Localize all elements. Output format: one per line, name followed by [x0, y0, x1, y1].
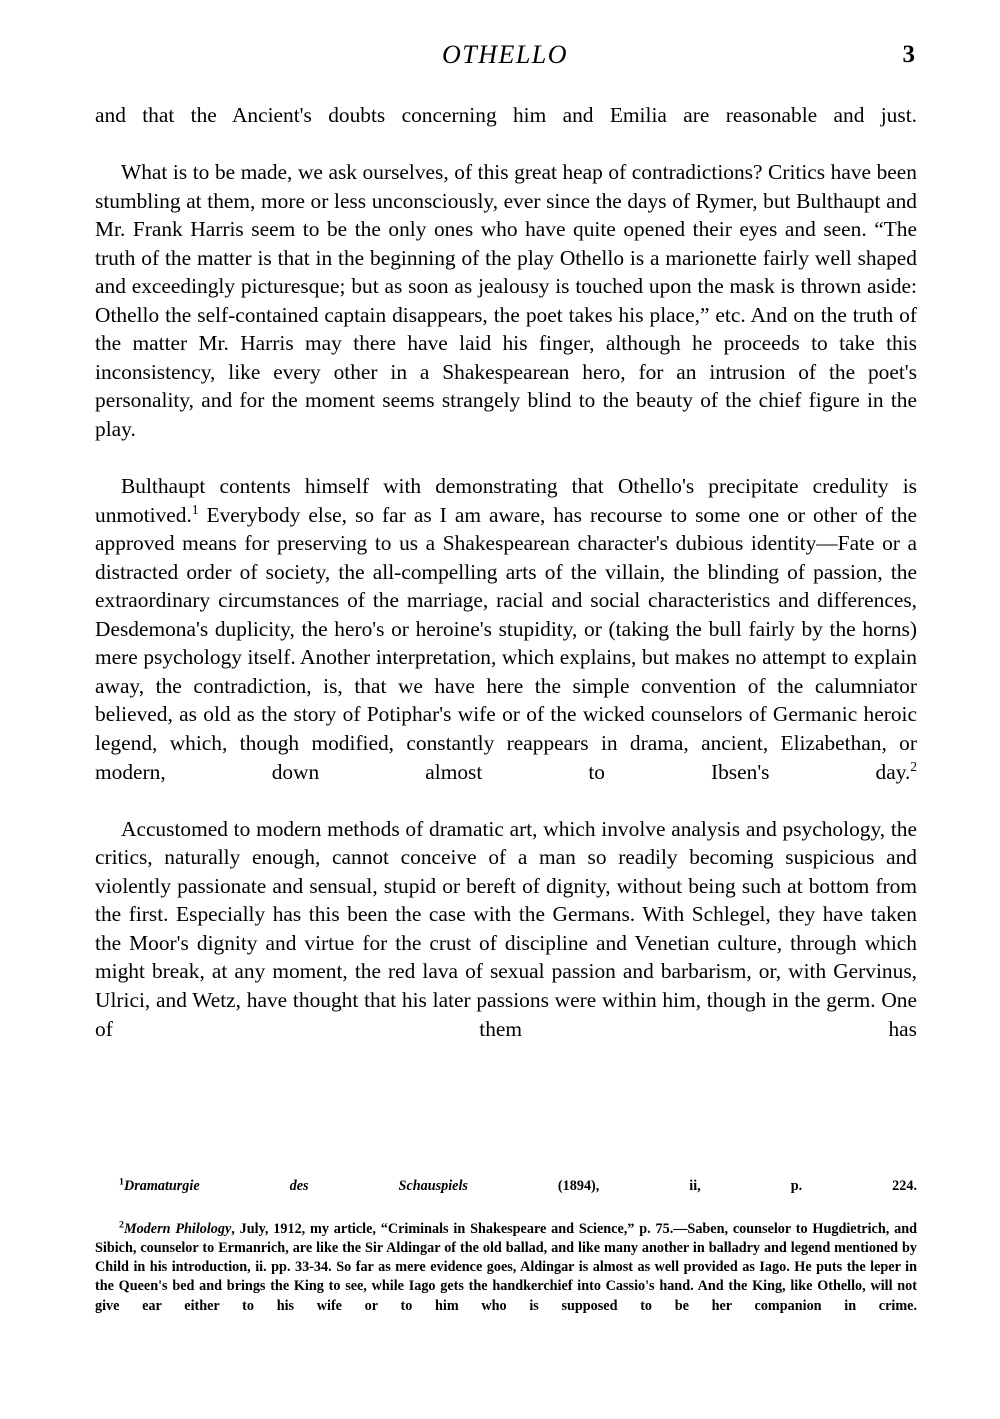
footnote-reference-2[interactable]: 2: [910, 758, 917, 774]
footnote-reference-1[interactable]: 1: [191, 501, 199, 517]
paragraph: and that the Ancient's doubts concerning him and Emilia are reasonable and just.: [95, 103, 917, 127]
footnote-marker: 2: [119, 1218, 124, 1230]
paragraph-text-after-footnote: Everybody else, so far as I am aware, has recourse to some one or other of the approved means for preserving to us a Shakespearean character's dubious identity—Fate or a distracted order of society, the all-compelling arts of the villain, the blinding of passion, the extraordinary circumstances of the marriage, racial and social characteristics and differences, Desdemona's duplicity, the hero's or heroine's stupidity, or (taking the bull fairly by the horns) mere psychology itself. Another interpretation, which explains, but makes no attempt to explain away, the contradiction, is, that we have here the simple convention of the calumniator believed, as old as the story of Potiphar's wife or of the wicked counselors of Germanic heroic legend, which, though modified, constantly reappears in drama, ancient, Elizabethan, or modern, down almost to Ibsen's day.: [95, 502, 917, 784]
running-head: [95, 38, 915, 72]
footnote-citation-title: Dramaturgie des Schauspiels: [123, 1178, 468, 1194]
footnote-text: (1894), ii, p. 224.: [467, 1178, 917, 1194]
running-head-title: OTHELLO: [441, 40, 569, 69]
paragraph: Accustomed to modern methods of dramatic art, which involve analysis and psychology, the critics, naturally enough, cannot conceive of a man so readily becoming suspicious and violently passionate and sensual, stupid or bereft of dignity, without being such at bottom from the first. Especially has this been the case with the Germans. With Schlegel, they have taken the Moor's dignity and virtue for the crust of discipline and Venetian culture, through which might break, at any moment, the red lava of sexual passion and barbarism, or, with Gervinus, Ulrici, and Wetz, have thought that his later passions were within him, though in the germ. One of them has: [95, 816, 917, 1041]
footnote: [95, 1220, 917, 1336]
paragraph: [95, 472, 917, 815]
paragraph-text-before-footnote: Bulthaupt contents himself with demonstrating that Othello's precipitate credulity is unmotived.: [95, 474, 917, 527]
page-number: 3: [902, 41, 915, 68]
footnotes: [95, 1177, 917, 1335]
footnote-citation-title: Modern Philology: [123, 1220, 232, 1237]
footnote-marker: 1: [119, 1176, 124, 1188]
paragraph: What is to be made, we ask ourselves, of this great heap of contradictions? Critics have been stumbling at them, more or less unconsciously, ever since the days of Rymer, but Bulthaupt and Mr. Frank Harris seem to be the only ones who have quite opened their eyes and seen. “The truth of the matter is that in the beginning of the play Othello is a marionette fairly well shaped and exceedingly picturesque; but as soon as jealousy is touched upon the mask is thrown aside: Othello the self-contained captain disappears, the poet takes his place,” etc. And on the truth of the matter Mr. Harris may there have laid his finger, although he proceeds to take this inconsistency, like every other in a Shakespearean hero, for an intrusion of the poet's personality, and for the moment seems strangely blind to the beauty of the chief figure in the play.: [95, 160, 917, 442]
footnote: [95, 1177, 917, 1216]
footnote-text: , July, 1912, my article, “Criminals in Shakespeare and Science,” p. 75.—Saben, counselor to Hugdietrich, and Sibich, counselor to Ermanrich, are like the Sir Aldingar of the old ballad, and like many another in balladry and legend mentioned by Child in his introduction, ii. pp. 33-34. So far as mere evidence goes, Aldingar is almost as well provided as Iago. He puts the leper in the Queen's bed and brings the King to see, while Iago gets the handkerchief into Cassio's hand. And the King, like Othello, will not give ear either to his wife or to him who is supposed to be her companion in crime.: [95, 1220, 917, 1314]
body-text: [95, 101, 917, 1072]
